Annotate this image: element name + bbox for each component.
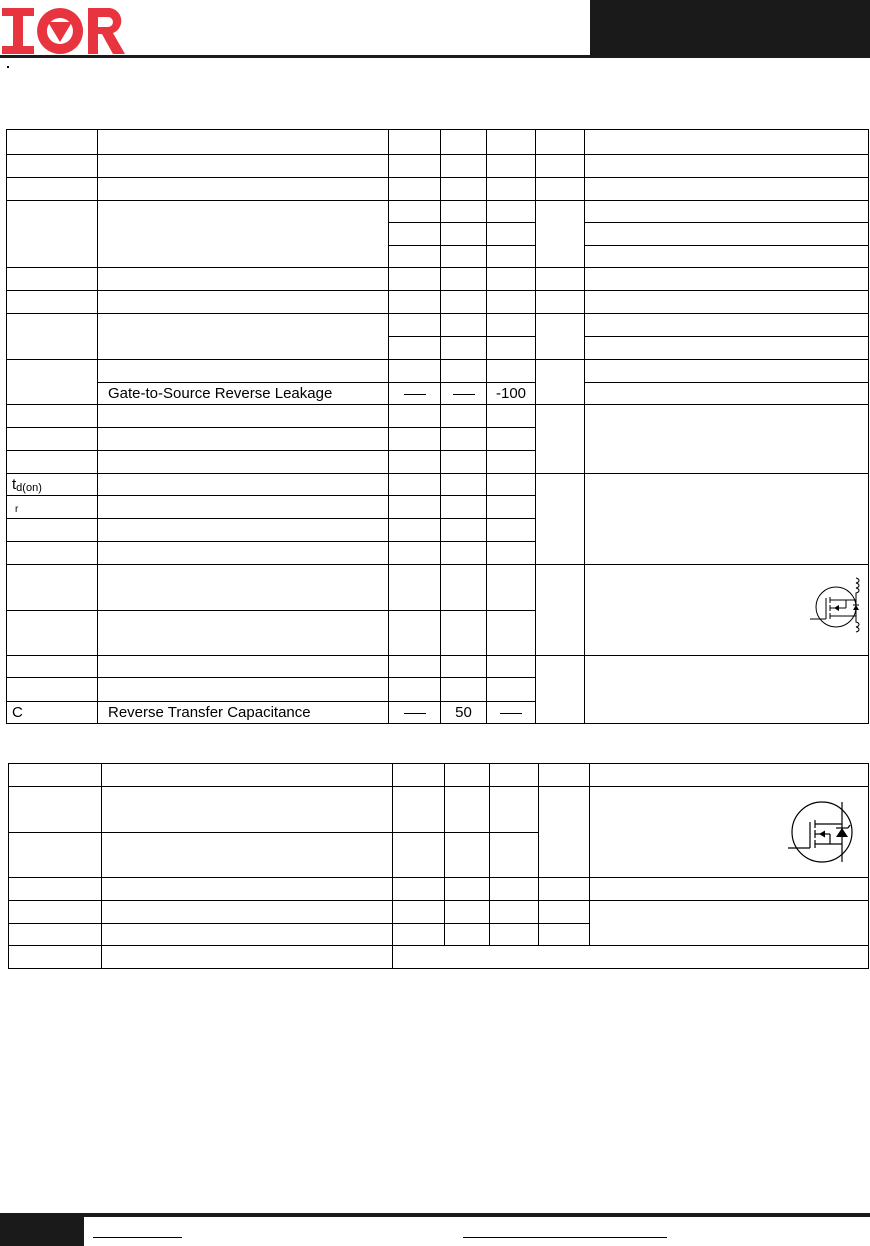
td-on-row	[7, 474, 869, 496]
igss-reverse-max: -100	[487, 383, 536, 405]
tr-symbol	[7, 496, 98, 519]
table-row	[7, 360, 869, 383]
source-drain-ratings-table	[8, 763, 869, 969]
igss-reverse-row	[7, 383, 869, 405]
header-black-block	[590, 0, 870, 58]
electrical-characteristics-table	[6, 129, 869, 724]
footer-underline-right	[463, 1237, 667, 1238]
table-row	[7, 656, 869, 678]
table-row	[7, 178, 869, 201]
table-row	[7, 314, 869, 337]
table-row	[7, 201, 869, 223]
td-on-symbol-main: t	[12, 475, 17, 493]
table-row	[7, 405, 869, 428]
ior-logo	[2, 6, 128, 56]
header-dot	[7, 66, 9, 68]
mosfet-with-lead-inductance-icon	[808, 576, 864, 634]
crss-typ: 50	[441, 702, 487, 724]
crss-symbol: C	[7, 702, 98, 724]
mosfet-body-diode-icon	[786, 800, 856, 864]
igss-reverse-typ	[441, 383, 487, 405]
footer-page-block	[0, 1213, 84, 1246]
table-row	[9, 787, 869, 833]
table-row	[9, 901, 869, 924]
table-row	[7, 291, 869, 314]
igss-reverse-min	[389, 383, 441, 405]
table-header-row	[7, 130, 869, 155]
table-row	[7, 268, 869, 291]
footer-underline-left	[93, 1237, 182, 1238]
footer-rule	[0, 1213, 870, 1217]
td-on-symbol	[7, 474, 98, 496]
igss-reverse-param: Gate-to-Source Reverse Leakage	[98, 383, 389, 405]
crss-max	[487, 702, 536, 724]
table-row	[9, 946, 869, 969]
header-rule	[0, 55, 592, 58]
td-on-subscript: d(on)	[16, 481, 42, 494]
crss-param: Reverse Transfer Capacitance	[98, 702, 389, 724]
table-header-row	[9, 764, 869, 787]
tr-symbol-text: r	[15, 503, 19, 515]
table-row	[9, 878, 869, 901]
crss-min	[389, 702, 441, 724]
table-row	[7, 565, 869, 611]
table-row	[7, 155, 869, 178]
